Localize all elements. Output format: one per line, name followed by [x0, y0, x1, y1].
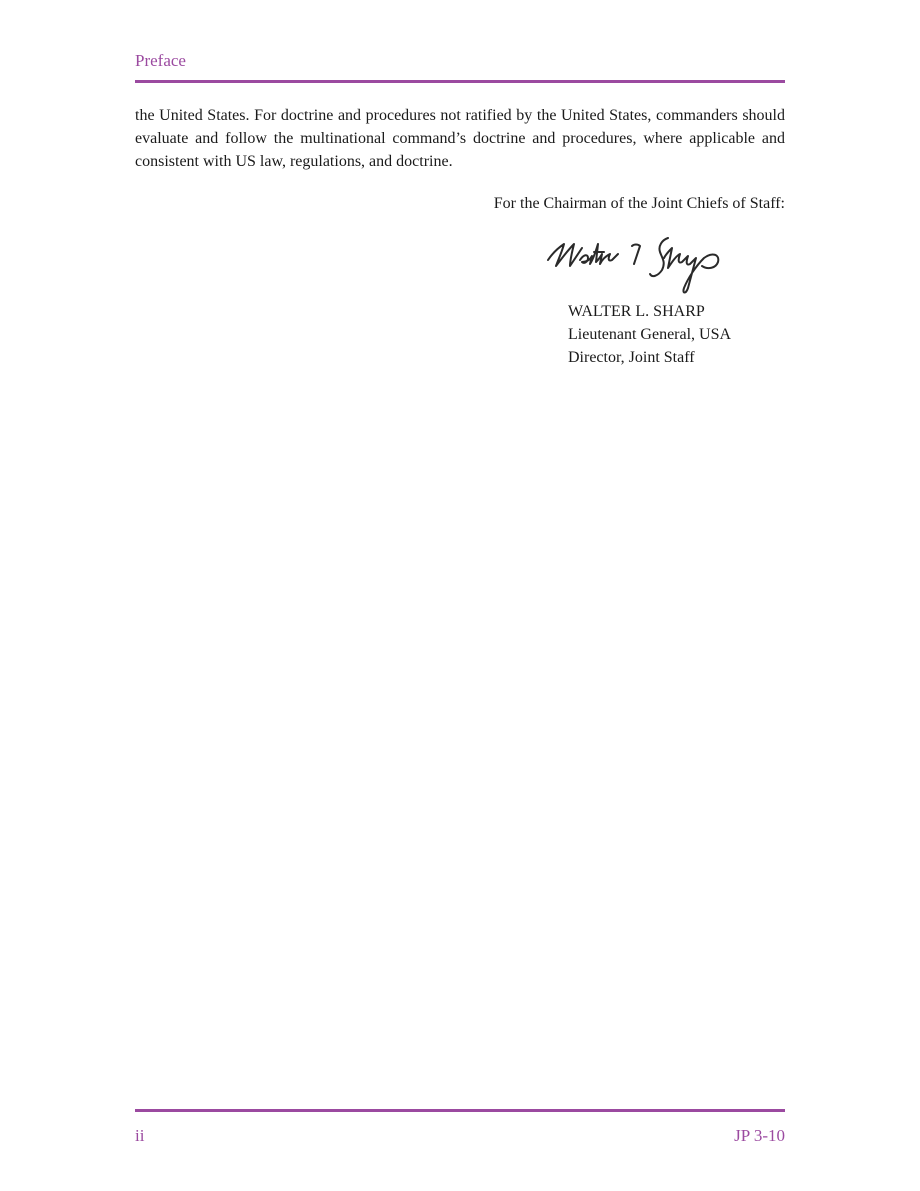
header-rule [135, 80, 785, 83]
signature-image [540, 232, 740, 298]
signer-position: Director, Joint Staff [568, 349, 695, 366]
signer-block [568, 300, 788, 369]
signer-name: WALTER L. SHARP [568, 303, 705, 320]
page-number: ii [135, 1126, 145, 1145]
handwritten-signature [540, 232, 740, 298]
section-title: Preface [135, 51, 186, 70]
signature-intro: For the Chairman of the Joint Chiefs of Staff: [493, 195, 785, 212]
body-paragraph: the United States. For doctrine and procedures not ratified by the United States, commanders should evaluate and follow the multinational command’s doctrine and procedures, where applicable and consistent with US law, regulations, and doctrine. [135, 107, 785, 170]
footer-rule [135, 1109, 785, 1112]
publication-id: JP 3-10 [734, 1126, 785, 1145]
signer-rank: Lieutenant General, USA [568, 326, 732, 343]
